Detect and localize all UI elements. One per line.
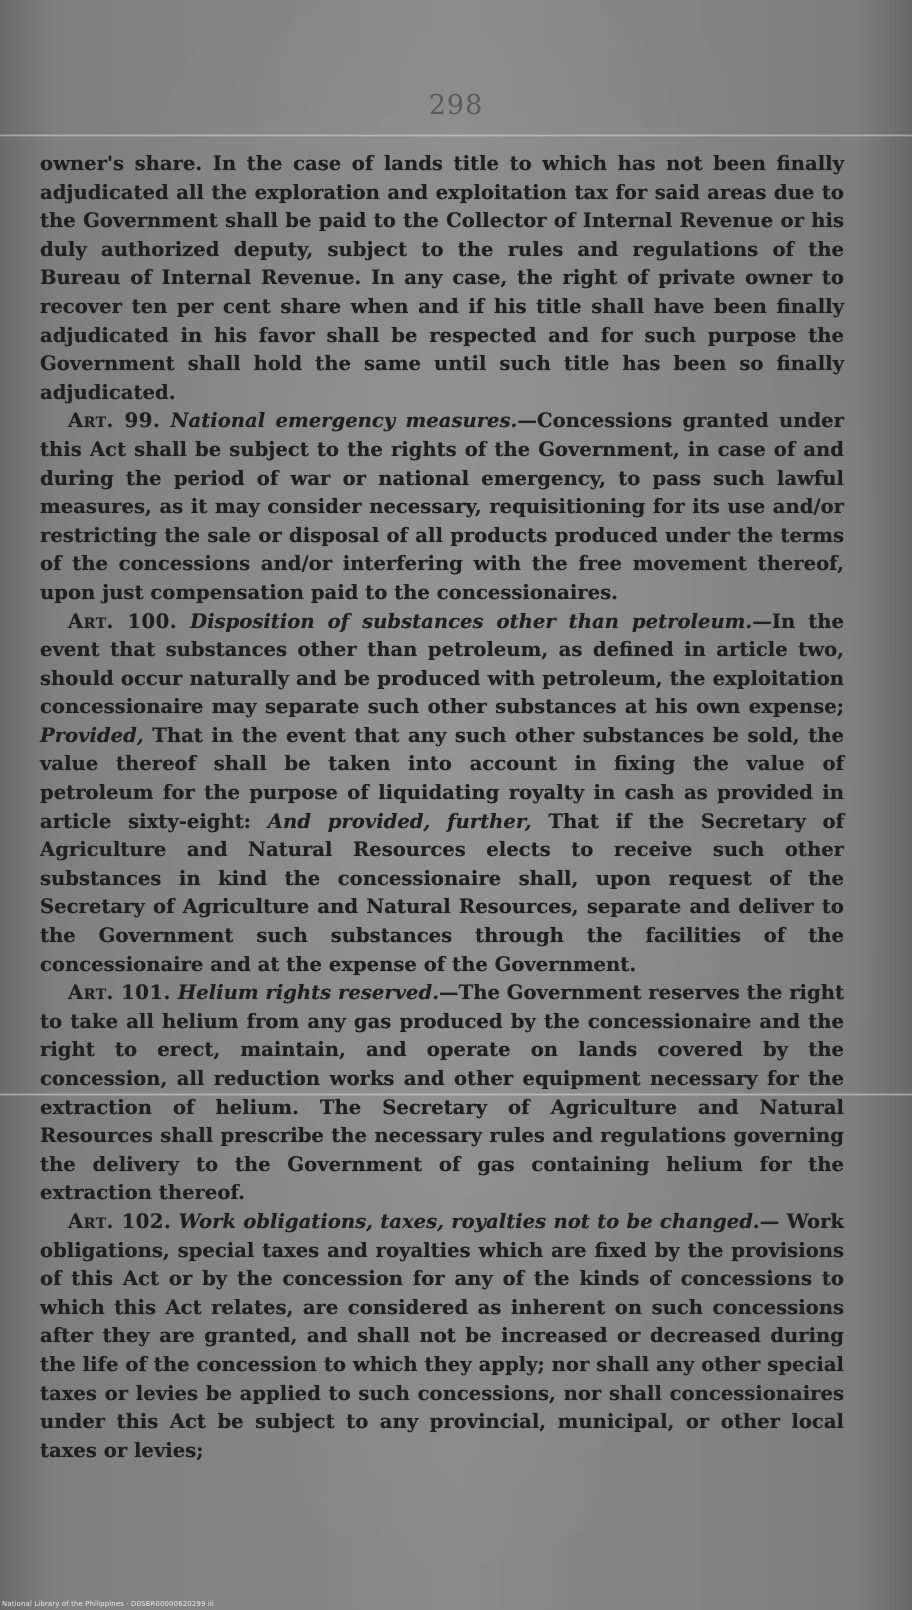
page-number: 298 <box>428 90 484 121</box>
article-label: Art. 100. <box>68 609 178 633</box>
article-101 <box>40 979 844 1208</box>
article-102 <box>40 1208 844 1465</box>
article-100 <box>40 608 844 980</box>
article-99 <box>40 407 844 607</box>
article-label: Art. 102. <box>68 1209 172 1233</box>
scan-fold-line <box>0 134 912 137</box>
article-body: That if the Secretary of Agriculture and Natural Resources elects to receive such other substances in kind the concessionaire shall, upon request of the Secretary of Agriculture and Natural Resources, separate and deliver to the Government such substances through the facilities of the concessionaire and at the expense of the Government. <box>40 809 844 976</box>
article-heading: National emergency measures. <box>170 409 518 433</box>
article-heading: Helium rights reserved. <box>177 981 440 1005</box>
article-body: —The Government reserves the right to take all helium from any gas produced by the concessionaire and the right to erect, maintain, and operate on lands covered by the concession, all reduction works and other equipment necessary for the extraction of helium. The Secretary of Agriculture and Natural Resources shall prescribe the necessary rules and regulations governing the delivery to the Government of gas containing helium for the extraction thereof. <box>40 981 844 1205</box>
continuation-paragraph: owner's share. In the case of lands title to which has not been finally adjudicated all the exploration and exploitation tax for said areas due to the Government shall be paid to the Collector of Internal Revenue or his duly authorized deputy, subject to the rules and regulations of the Bureau of Internal Revenue. In any case, the right of private owner to recover ten per cent share when and if his title shall have been finally adjudicated in his favor shall be respected and for such purpose the Government shall hold the same until such title has been so finally adjudicated. <box>40 152 844 404</box>
article-body: —In the event that substances other than petroleum, as defined in article two, should occur naturally and be produced with petroleum, the exploitation concessionaire may separate such other substances at his own expense; <box>40 609 845 719</box>
library-footer: National Library of the Philippines · D0SBR00000620299 iii <box>2 1600 214 1608</box>
body-text <box>40 150 844 1465</box>
proviso: Provided, <box>40 723 144 747</box>
proviso: And provided, further, <box>267 809 532 833</box>
article-label: Art. 99. <box>68 409 161 433</box>
article-heading: Disposition of substances other than petroleum. <box>190 609 753 633</box>
article-heading: Work obligations, taxes, royalties not to be changed. <box>178 1209 760 1233</box>
article-body: That in the event that any such other substances be sold, the value thereof shall be taken into account in fixing the value of petroleum for the purpose of liquidating royalty in cash as provided in article sixty-eight: <box>40 723 844 833</box>
article-body: —Concessions granted under this Act shall be subject to the rights of the Government, in case of and during the period of war or national emergency, to pass such lawful measures, as it may consider necessary, requisitioning for its use and/or restricting the sale or disposal of all products produced under the terms of the concessions and/or interfering with the free movement thereof, upon just compensation paid to the concessionaires. <box>40 409 844 604</box>
article-body: — Work obligations, special taxes and royalties which are fixed by the provisions of this Act or by the concession for any of the kinds of concessions to which this Act relates, are considered as inherent on such concessions after they are granted, and shall not be increased or decreased during the life of the concession to which they apply; nor shall any other special taxes or levies be applied to such concessions, nor shall concessionaires under this Act be subject to any provincial, municipal, or other local taxes or levies; <box>40 1209 844 1462</box>
article-label: Art. 101. <box>68 981 171 1005</box>
